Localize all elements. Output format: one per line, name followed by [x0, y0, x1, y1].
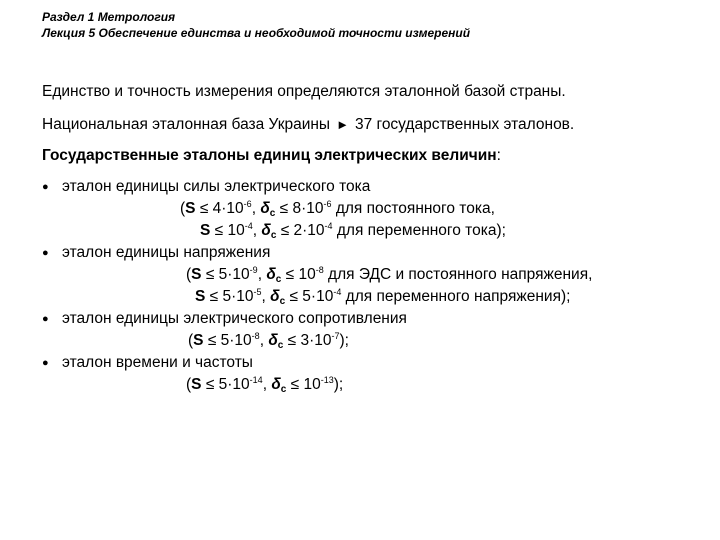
- slide-header: [42, 9, 470, 41]
- paragraph-national-base: [42, 116, 574, 134]
- paragraph-unity: Единство и точность измерения определяются эталонной базой страны.: [42, 83, 566, 100]
- list-item-label: эталон единицы силы электрического тока: [62, 178, 371, 195]
- bullet-icon: ●: [42, 313, 49, 325]
- heading-colon: :: [496, 147, 501, 164]
- list-item-label: эталон единицы электрического сопротивления: [62, 310, 407, 327]
- lecture-title: Лекция 5 Обеспечение единства и необходимой точности измерений: [42, 26, 471, 40]
- formula-line: $S \le 10^{-4}$, $\delta c \le 2\cdot 10^{-4}$ для переменного тока);: [200, 221, 506, 241]
- bullet-icon: ●: [42, 181, 49, 193]
- formula-line: $S \le 5\cdot 10^{-5}$, $\delta c \le 5\cdot 10^{-4}$ для переменного напряжения);: [195, 287, 571, 307]
- formula-line: ($S \le 5\cdot 10^{-9}$, $\delta c \le 10^{-8}$ для ЭДС и постоянного напряжения,: [186, 265, 593, 285]
- arrow-right-icon: ►: [336, 117, 349, 132]
- bullet-icon: ●: [42, 357, 49, 369]
- formula-line: ($S \le 4\cdot 10^{-6}$, $\delta c \le 8\cdot 10^{-6}$ для постоянного тока,: [180, 199, 495, 219]
- formula-line: ($S \le 5\cdot 10^{-14}$, $\delta c \le 10^{-13}$);: [186, 375, 344, 395]
- list-item-label: эталон единицы напряжения: [62, 244, 271, 261]
- formula-line: ($S \le 5\cdot 10^{-8}$, $\delta c \le 3\cdot 10^{-7}$);: [188, 331, 349, 351]
- list-item-label: эталон времени и частоты: [62, 354, 253, 371]
- standards-count: 37 государственных эталонов.: [354, 116, 575, 133]
- section-title: Раздел 1 Метрология: [42, 10, 176, 24]
- heading-text: Государственные эталоны единиц электрических величин: [42, 147, 497, 164]
- section-heading: [42, 147, 501, 165]
- bullet-icon: ●: [42, 247, 49, 259]
- national-base-label: Национальная эталонная база Украины: [42, 116, 331, 133]
